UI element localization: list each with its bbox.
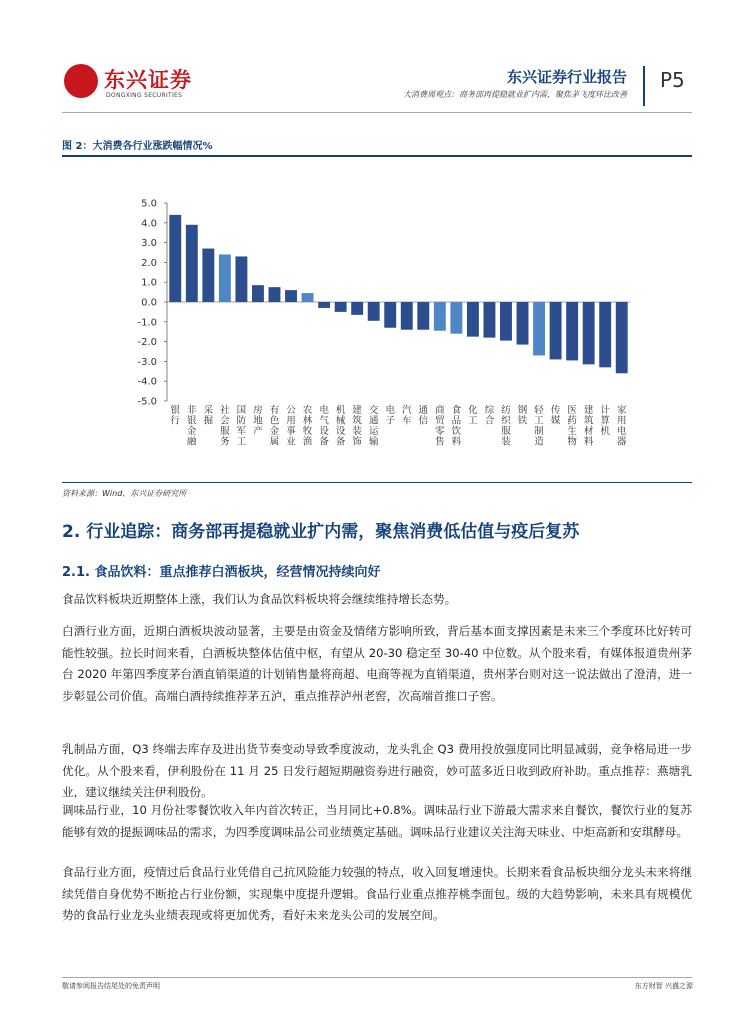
bar (450, 302, 462, 334)
footer-slogan: 东方财智 兴盛之源 (634, 982, 693, 990)
industry-change-chart (62, 160, 692, 480)
y-tick-label: 0.0 (141, 297, 157, 309)
disclaimer-note: 敬请参阅报告结尾处的免责声明 (62, 982, 160, 990)
y-tick-label: -5.0 (137, 396, 157, 408)
bar (483, 302, 495, 338)
subsection-heading: 2.1. 食品饮料：重点推荐白酒板块，经营情况持续向好 (62, 565, 381, 580)
x-category-label: 商贸零售 (435, 405, 445, 448)
y-tick-label: -1.0 (137, 317, 157, 329)
x-category-label: 房地产 (253, 405, 263, 437)
x-category-label: 银行 (170, 405, 181, 427)
bar (533, 302, 545, 355)
bar (269, 287, 281, 302)
x-category-label: 农林牧渔 (302, 405, 313, 448)
company-logo (62, 62, 192, 106)
x-category-label: 交通运输 (368, 405, 379, 448)
bar (219, 254, 231, 302)
x-category-label: 钢铁 (517, 405, 528, 427)
x-category-label: 社会服务 (220, 405, 230, 448)
bar (550, 302, 562, 359)
x-category-label: 通信 (418, 405, 429, 427)
paragraph-4: 调味品行业，10 月份社零餐饮收入年内首次转正，当月同比+0.8%。调味品行业下游最大需求来自餐饮，餐饮行业的复苏能够有效的提振调味品的需求，为四季度调味品公司业绩奠定基础。调味品行业建议关注海天味业、中炬高新和安琪酵母。 (62, 803, 692, 839)
bar (434, 302, 446, 331)
x-category-label: 家用电器 (616, 405, 627, 448)
y-tick-label: 3.0 (141, 238, 157, 250)
figure-source: 资料来源：Wind、东兴证券研究所 (62, 489, 187, 498)
figure-bottom-rule (62, 482, 692, 483)
bar (351, 302, 363, 315)
bar (186, 225, 198, 302)
x-category-label: 建筑装饰 (352, 405, 362, 448)
bar (335, 302, 347, 312)
footer-rule (62, 977, 692, 978)
logo-english-text: DONGXING SECURITIES (106, 92, 183, 99)
paragraph-5: 食品行业方面，疫情过后食品行业凭借自己抗风险能力较强的特点，收入回复增速快。长期来看食品板块细分龙头未来将继续凭借自身优势不断抢占行业份额，实现集中度提升逻辑。食品行业重点推荐桃李面包。级的大趋势影响，未来具有规模优势的食品行业龙头业绩表现或将更加优秀，看好未来龙头公司的发展空间。 (62, 865, 692, 922)
y-tick-label: 4.0 (141, 218, 157, 230)
header-rule (62, 112, 692, 113)
x-category-label: 计算机 (600, 405, 610, 437)
header-divider (643, 66, 645, 106)
bar (616, 302, 628, 373)
bar (583, 302, 595, 364)
y-tick-label: -3.0 (137, 356, 157, 368)
bar (467, 302, 479, 337)
x-category-label: 公用事业 (286, 405, 296, 448)
x-category-label: 有色金属 (269, 405, 280, 448)
bar (517, 302, 529, 345)
x-category-label: 采掘 (203, 405, 214, 427)
bar (302, 293, 314, 302)
report-subtitle: 大消费周观点：商务部再提稳就业扩内需，聚焦茅飞度环比改善 (403, 90, 627, 99)
bar (401, 302, 413, 330)
paragraph-3: 乳制品方面，Q3 终端去库存及进出货节奏变动导致季度波动，龙头乳企 Q3 费用投放强度同比明显减弱，竞争格局进一步优化。从个股来看，伊利股份在 11 月 25 日发行超短期融资券进行融资，妙可蓝多近日收到政府补助。重点推荐：燕塘乳业，建议继续关注伊利股份。 (62, 742, 692, 799)
bar (368, 302, 380, 321)
bar (235, 256, 247, 302)
bar (318, 302, 330, 308)
x-category-label: 机械设备 (335, 405, 346, 448)
x-category-label: 电气设备 (319, 405, 329, 448)
x-category-label: 建筑材料 (583, 405, 594, 448)
x-category-label: 化工 (468, 405, 478, 427)
bar (384, 302, 396, 328)
section-heading: 2. 行业追踪：商务部再提稳就业扩内需，聚焦消费低估值与疫后复苏 (62, 522, 580, 542)
x-category-label: 轻工制造 (534, 405, 544, 448)
page-number: P5 (660, 68, 685, 92)
bar (285, 290, 297, 302)
x-category-label: 医药生物 (567, 405, 577, 448)
bar (169, 215, 181, 302)
logo-emblem-icon (64, 64, 98, 98)
x-category-label: 非银金融 (187, 405, 197, 448)
y-tick-label: -4.0 (137, 376, 157, 388)
y-tick-label: 2.0 (141, 257, 157, 269)
x-category-label: 纺织服装 (501, 405, 511, 448)
bar (202, 249, 214, 302)
y-tick-label: -2.0 (137, 337, 157, 349)
figure-top-rule (62, 155, 692, 157)
y-tick-label: 5.0 (141, 198, 157, 210)
figure-title: 图 2：大消费各行业涨跌幅情况% (62, 141, 213, 152)
x-category-label: 综合 (484, 405, 495, 427)
report-title: 东兴证券行业报告 (506, 68, 627, 86)
paragraph-2: 白酒行业方面，近期白酒板块波动显著，主要是由资金及情绪方影响所致，背后基本面支撑因素是未来三个季度环比好转可能性较强。拉长时间来看，白酒板块整体估值中枢，有望从 20-30 稳定至 30-40 中位数。从个股来看，有媒体报道贵州茅台 2020 年第四季度茅台酒直销渠道的计划销售量将商超、电商等视为直销渠道，贵州茅台则对这一说法做出了澄清，进一步彰显公司价值。高端白酒持续推荐茅五泸，重点推荐泸州老窖，次高端首推口子窖。 (62, 624, 692, 703)
bar (500, 302, 512, 341)
bar (417, 302, 429, 330)
bar (252, 285, 264, 302)
x-category-label: 电子 (385, 405, 395, 427)
x-category-label: 汽车 (402, 405, 412, 427)
x-category-label: 国防军工 (236, 405, 247, 448)
x-category-label: 传媒 (550, 405, 561, 427)
bar (566, 302, 578, 360)
x-category-label: 食品饮料 (451, 405, 462, 448)
bar (599, 302, 611, 367)
paragraph-1: 食品饮料板块近期整体上涨，我们认为食品饮料板块将会继续维持增长态势。 (62, 592, 457, 606)
y-tick-label: 1.0 (141, 277, 157, 289)
logo-text: 东兴证券 (104, 68, 192, 92)
